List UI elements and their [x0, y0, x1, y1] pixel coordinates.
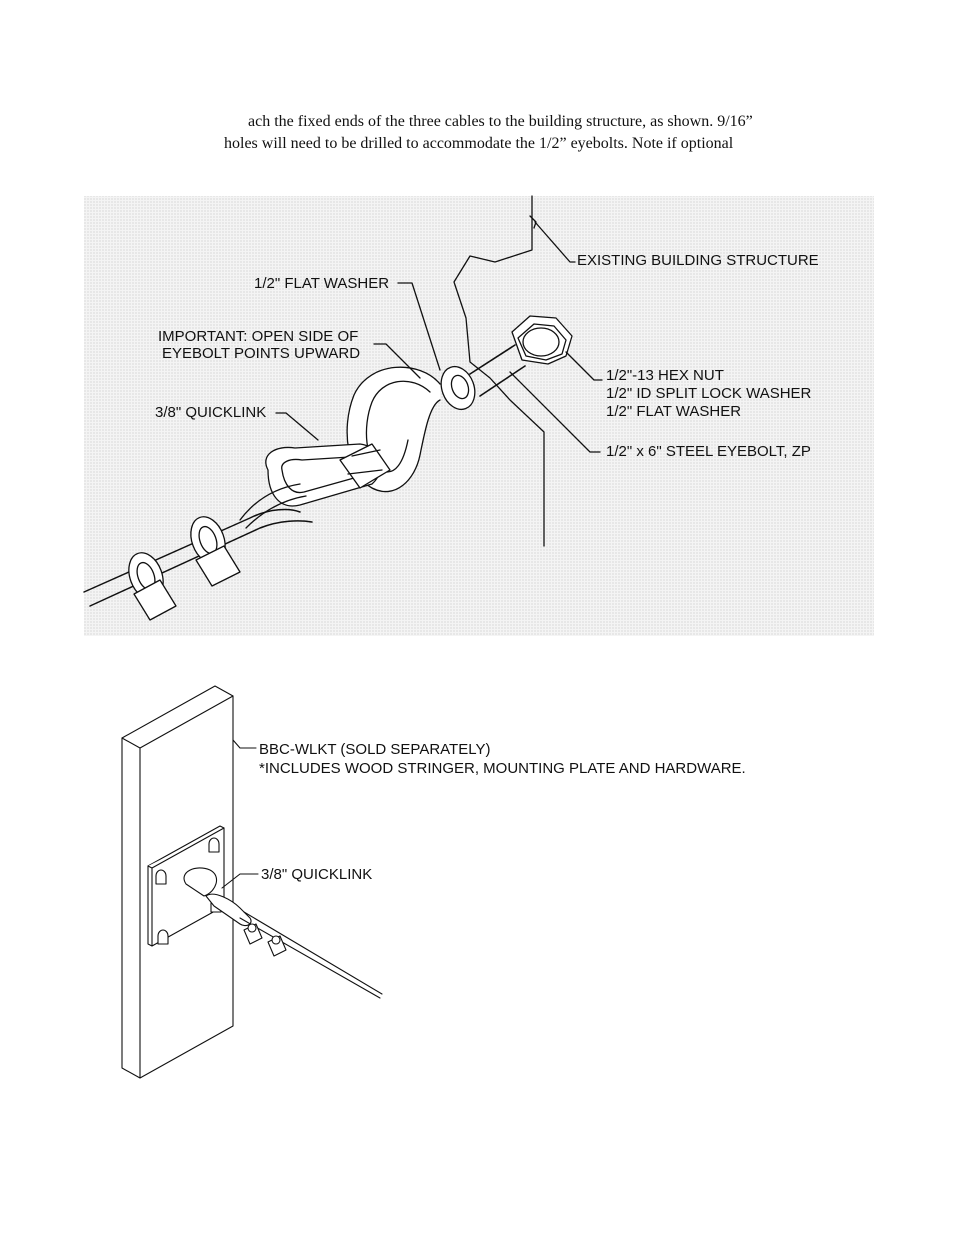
- label-kit-contents: *INCLUDES WOOD STRINGER, MOUNTING PLATE AND HARDWARE.: [259, 760, 746, 777]
- instruction-line-2: holes will need to be drilled to accommodate the 1/2” eyebolts. Note if optional: [224, 135, 734, 152]
- cable-clips-2: [244, 924, 286, 956]
- label-hex-nut: 1/2"-13 HEX NUT: [606, 367, 724, 384]
- label-lock-washer: 1/2" ID SPLIT LOCK WASHER: [606, 385, 812, 402]
- label-important-line-2: EYEBOLT POINTS UPWARD: [162, 345, 361, 362]
- cable-2: [240, 912, 382, 998]
- label-important-line-1: IMPORTANT: OPEN SIDE OF: [158, 328, 359, 345]
- label-quicklink-2: 3/8" QUICKLINK: [261, 866, 373, 883]
- label-quicklink: 3/8" QUICKLINK: [155, 404, 267, 421]
- label-existing-building-structure: EXISTING BUILDING STRUCTURE: [577, 252, 819, 269]
- label-flat-washer-2: 1/2" FLAT WASHER: [606, 403, 742, 420]
- instruction-line-1: ach the fixed ends of the three cables to the building structure, as shown. 9/16”: [248, 113, 753, 130]
- label-eyebolt: 1/2" x 6" STEEL EYEBOLT, ZP: [606, 443, 811, 460]
- label-kit: BBC-WLKT (SOLD SEPARATELY): [259, 741, 491, 758]
- label-flat-washer: 1/2" FLAT WASHER: [254, 275, 390, 292]
